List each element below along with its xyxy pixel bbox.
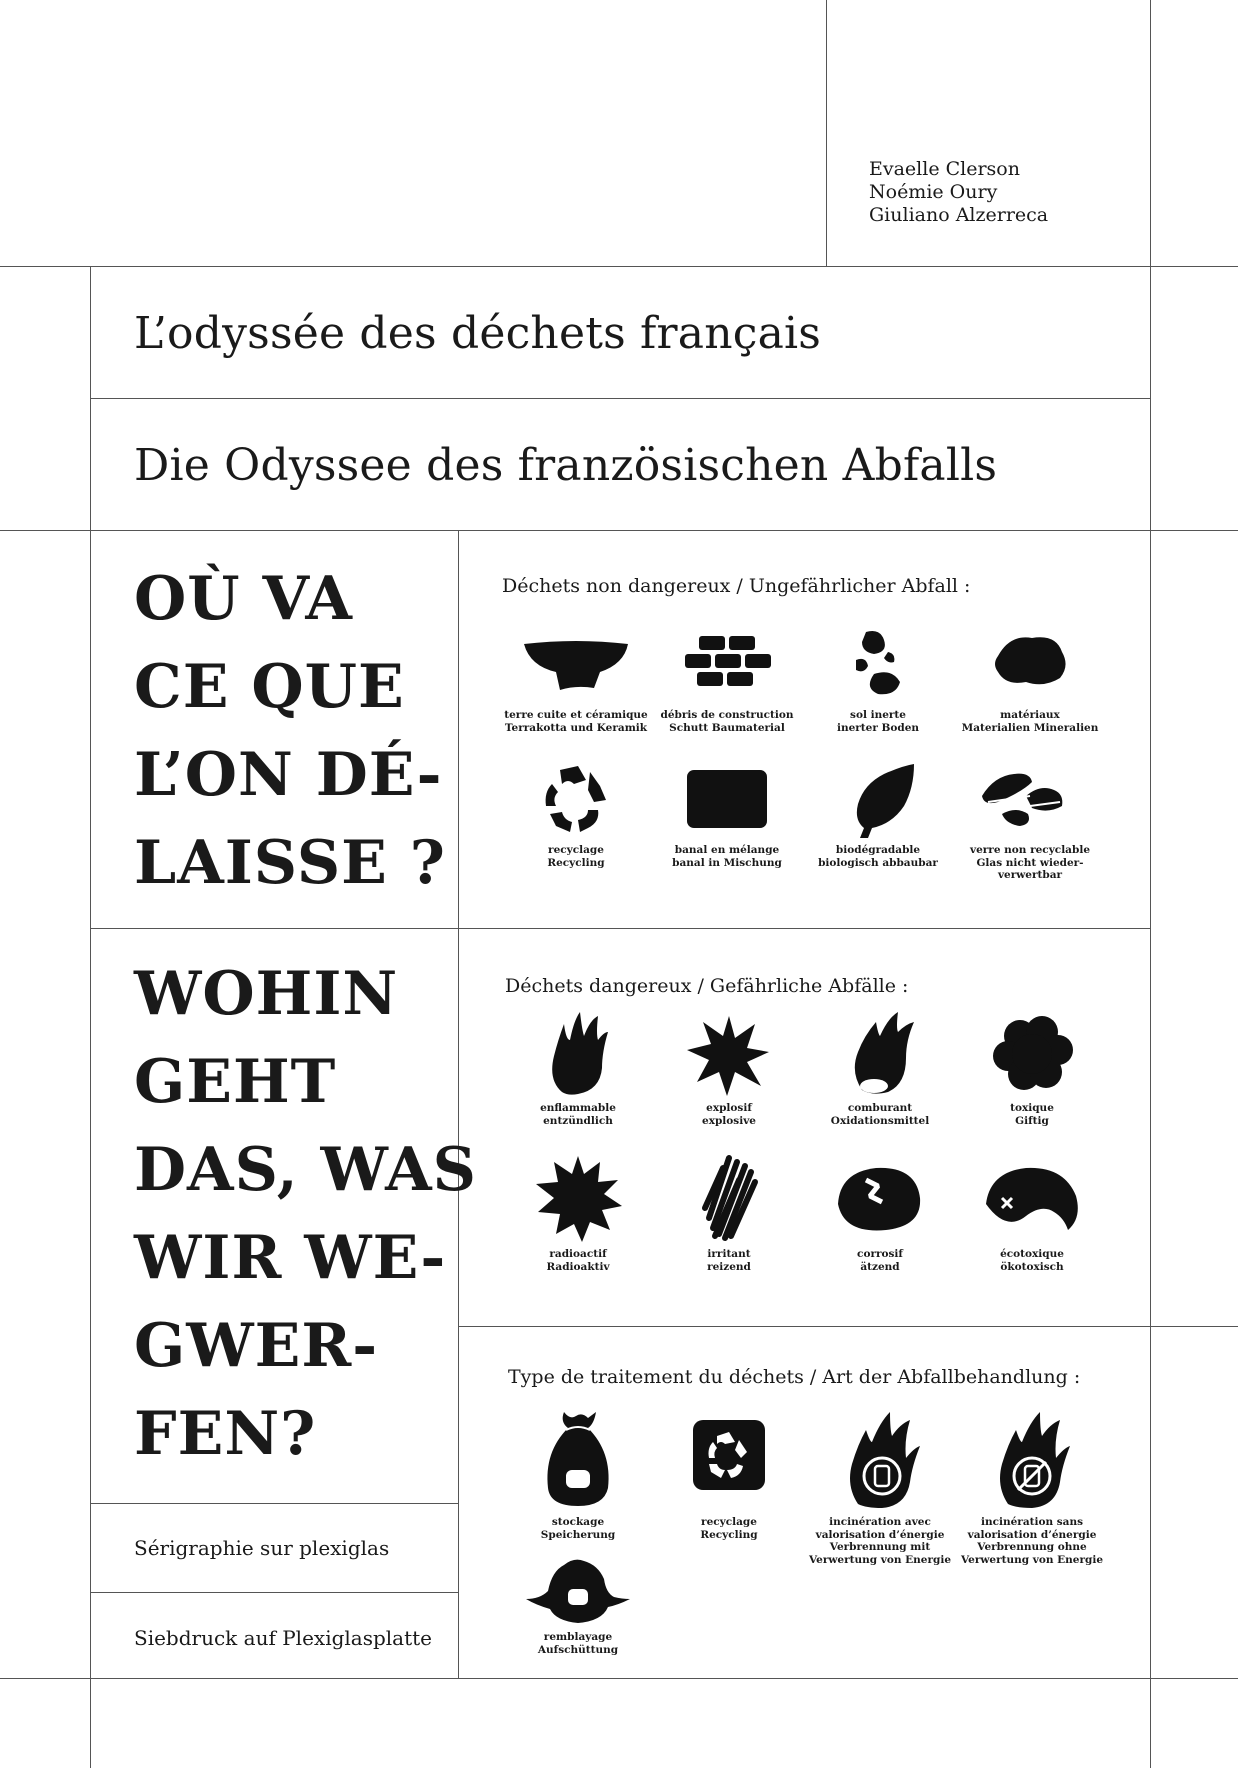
caption-line: Oxidationsmittel xyxy=(830,1114,930,1127)
backfill-mound-icon xyxy=(518,1555,638,1627)
authors xyxy=(869,158,1048,227)
caption-line: banal in Mischung xyxy=(672,856,782,869)
caption-line: ätzend xyxy=(860,1260,900,1273)
caption-line: Aufschüttung xyxy=(537,1643,619,1656)
list-item xyxy=(955,762,1105,882)
caption-line: Recycling xyxy=(700,1528,758,1541)
list-item xyxy=(654,1152,804,1273)
caption-line: inerter Boden xyxy=(836,721,920,734)
list-item xyxy=(805,1152,955,1273)
toxic-cloud-icon xyxy=(972,1010,1092,1098)
bricks-icon xyxy=(667,630,787,705)
terracotta-icon xyxy=(516,630,636,705)
glass-shards-icon xyxy=(970,762,1090,840)
question-line: DAS, WAS xyxy=(134,1135,477,1205)
question-line: LAISSE ? xyxy=(134,828,446,898)
incineration-no-energy-icon xyxy=(972,1408,1092,1512)
caption-line: valorisation d’énergie xyxy=(815,1528,945,1541)
caption-line: recyclage xyxy=(701,1516,757,1528)
caption-line: Giftig xyxy=(1015,1114,1049,1127)
question-fr xyxy=(134,555,446,907)
caption-line: reizend xyxy=(707,1260,751,1273)
technique-de: Siebdruck auf Plexiglasplatte xyxy=(134,1626,433,1650)
caption-line: verre non recyclable xyxy=(969,844,1090,856)
list-item xyxy=(503,1152,653,1273)
caption-line: Verbrennung ohne xyxy=(977,1541,1087,1553)
flame-icon xyxy=(518,1010,638,1098)
caption-line: explosif xyxy=(706,1102,752,1114)
list-item xyxy=(503,1010,653,1127)
list-item xyxy=(654,1408,804,1541)
caption-line: Speicherung xyxy=(540,1528,616,1541)
incineration-energy-icon xyxy=(820,1408,940,1512)
caption-line: enflammable xyxy=(540,1102,616,1114)
author-name: Giuliano Alzerreca xyxy=(869,204,1049,226)
question-line: L’ON DÉ- xyxy=(134,740,443,810)
author-name: Noémie Oury xyxy=(869,181,998,203)
caption-line: Materialien Mineralien xyxy=(961,721,1099,734)
divider xyxy=(90,928,1150,929)
list-item xyxy=(503,1408,653,1541)
list-item xyxy=(955,630,1105,734)
divider xyxy=(0,1678,1238,1679)
caption-line: biologisch abbaubar xyxy=(818,856,938,869)
question-line: WIR WE- xyxy=(134,1223,447,1293)
corrosive-icon xyxy=(820,1152,940,1244)
question-line: CE QUE xyxy=(134,652,405,722)
caption-line: remblayage xyxy=(543,1631,613,1643)
question-line: WOHIN xyxy=(134,959,399,1029)
caption-line: Schutt Baumaterial xyxy=(669,721,785,734)
caption-line: radioactif xyxy=(549,1248,607,1260)
divider xyxy=(90,1592,458,1593)
caption-line: matériaux xyxy=(1000,709,1060,721)
dangerous-title: Déchets dangereux / Gefährliche Abfälle : xyxy=(505,975,909,997)
radiation-burst-icon xyxy=(518,1152,638,1244)
leaf-icon xyxy=(818,762,938,840)
caption-line: explosive xyxy=(702,1114,756,1127)
author-name: Evaelle Clerson xyxy=(869,158,1020,180)
list-item xyxy=(501,630,651,734)
caption-line: sol inerte xyxy=(850,709,906,721)
caption-line: Verbrennung mit xyxy=(829,1541,931,1553)
caption-line: valorisation d’énergie xyxy=(967,1528,1097,1541)
caption-line: stockage xyxy=(551,1516,605,1528)
caption-line: banal en mélange xyxy=(674,844,780,856)
caption-line: ökotoxisch xyxy=(1000,1260,1064,1273)
divider xyxy=(458,1326,1238,1327)
question-line: GWER- xyxy=(134,1311,379,1381)
caption-line: Recycling xyxy=(547,856,605,869)
non-dangerous-title: Déchets non dangereux / Ungefährlicher Abfall : xyxy=(502,575,971,597)
caption-line: incinération avec xyxy=(829,1516,931,1528)
list-item xyxy=(803,762,953,869)
treatment-title: Type de traitement du déchets / Art der Abfallbehandlung : xyxy=(508,1366,1081,1388)
list-item xyxy=(805,1010,955,1127)
list-item xyxy=(654,1010,804,1127)
caption-line: Verwertung von Energie xyxy=(960,1553,1104,1566)
caption-line: Glas nicht wieder- xyxy=(976,856,1084,869)
list-item xyxy=(503,1555,653,1656)
recycle-box-icon xyxy=(669,1408,789,1512)
question-line: FEN? xyxy=(134,1399,317,1469)
list-item xyxy=(652,762,802,869)
explosion-icon xyxy=(669,1010,789,1098)
divider xyxy=(826,0,827,266)
divider xyxy=(0,266,1238,267)
question-de xyxy=(134,950,477,1478)
caption-line: écotoxique xyxy=(1000,1248,1064,1260)
caption-line: Verwertung von Energie xyxy=(808,1553,952,1566)
divider xyxy=(90,398,1150,399)
caption-line: corrosif xyxy=(857,1248,903,1260)
irritant-scribble-icon xyxy=(669,1152,789,1244)
list-item xyxy=(805,1408,955,1566)
divider xyxy=(90,1503,458,1504)
list-item xyxy=(652,630,802,734)
ecotoxic-fish-icon xyxy=(972,1152,1092,1244)
list-item xyxy=(957,1010,1107,1127)
list-item xyxy=(957,1408,1107,1566)
technique-fr: Sérigraphie sur plexiglas xyxy=(134,1536,390,1560)
caption-line: irritant xyxy=(707,1248,751,1260)
list-item xyxy=(501,762,651,869)
caption-line: biodégradable xyxy=(835,844,921,856)
page-title-de: Die Odyssee des französischen Abfalls xyxy=(134,440,998,491)
caption-line: Radioaktiv xyxy=(546,1260,610,1273)
divider xyxy=(0,530,1238,531)
caption-line: toxique xyxy=(1010,1102,1054,1114)
page-title-fr: L’odyssée des déchets français xyxy=(134,308,822,359)
mineral-rock-icon xyxy=(970,630,1090,705)
caption-line: comburant xyxy=(847,1102,913,1114)
caption-line: terre cuite et céramique xyxy=(504,709,648,721)
caption-line: Terrakotta und Keramik xyxy=(504,721,648,734)
caption-line: recyclage xyxy=(548,844,604,856)
recycle-icon xyxy=(516,762,636,840)
mixed-block-icon xyxy=(667,762,787,840)
question-line: GEHT xyxy=(134,1047,337,1117)
stones-icon xyxy=(818,630,938,705)
divider xyxy=(90,266,91,1768)
caption-line: débris de construction xyxy=(660,709,794,721)
caption-line: incinération sans xyxy=(980,1516,1084,1528)
list-item xyxy=(803,630,953,734)
oxidizer-flame-icon xyxy=(820,1010,940,1098)
caption-line: verwertbar xyxy=(997,869,1063,881)
list-item xyxy=(957,1152,1107,1273)
caption-line: entzündlich xyxy=(543,1114,613,1127)
storage-bag-icon xyxy=(518,1408,638,1512)
question-line: OÙ VA xyxy=(134,564,353,634)
